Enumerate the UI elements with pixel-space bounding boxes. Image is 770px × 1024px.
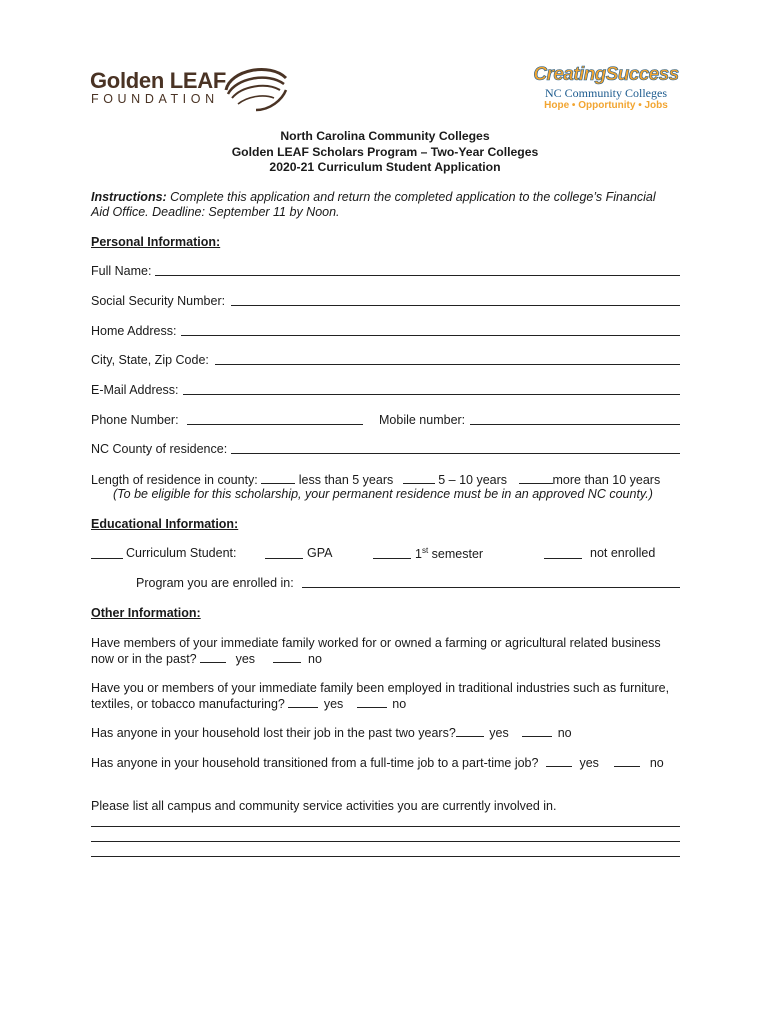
more-than-10-blank[interactable] bbox=[519, 472, 553, 484]
full-name-label: Full Name: bbox=[91, 264, 152, 278]
q2-yes-label: yes bbox=[323, 697, 344, 711]
instructions bbox=[91, 190, 656, 204]
city-state-zip-field[interactable] bbox=[215, 364, 680, 365]
mobile-field[interactable] bbox=[470, 424, 680, 425]
not-enrolled-blank[interactable] bbox=[544, 558, 582, 559]
curriculum-student-label: Curriculum Student: bbox=[126, 546, 237, 560]
leaf-swoosh-icon bbox=[220, 64, 290, 112]
instructions-label: Instructions: bbox=[91, 190, 167, 204]
golden-leaf-wordmark bbox=[90, 68, 226, 94]
q1-text-2: now or in the past? bbox=[91, 652, 197, 666]
first-number: 1 bbox=[415, 547, 422, 562]
q2-no-blank[interactable] bbox=[357, 696, 387, 708]
header-line-1: North Carolina Community Colleges bbox=[280, 129, 490, 143]
q2-no-label: no bbox=[392, 697, 407, 711]
5-10-blank[interactable] bbox=[403, 472, 435, 484]
q3-row bbox=[91, 725, 572, 740]
gpa-label: GPA bbox=[307, 546, 333, 560]
q3-yes-blank[interactable] bbox=[456, 725, 484, 737]
q2-text-2: textiles, or tobacco manufacturing? bbox=[91, 697, 285, 711]
first-semester-label bbox=[415, 546, 483, 561]
email-label: E-Mail Address: bbox=[91, 383, 179, 397]
logo-word-golden: Golden bbox=[90, 68, 164, 93]
q1-no-label: no bbox=[308, 652, 322, 666]
phone-label: Phone Number: bbox=[91, 413, 179, 427]
q3-no-label: no bbox=[557, 726, 572, 740]
eligibility-note: (To be eligible for this scholarship, your permanent residence must be in an approved NC county.) bbox=[113, 487, 653, 501]
less-than-5-blank[interactable] bbox=[261, 472, 295, 484]
option-5-10: 5 – 10 years bbox=[438, 473, 508, 487]
nc-community-colleges-text: NC Community Colleges bbox=[544, 86, 667, 100]
other-info-heading: Other Information: bbox=[91, 606, 201, 620]
q1-yes-label: yes bbox=[235, 652, 256, 666]
header-line-3: 2020-21 Curriculum Student Application bbox=[269, 160, 501, 174]
county-label: NC County of residence: bbox=[91, 442, 228, 456]
first-semester-blank[interactable] bbox=[373, 558, 411, 559]
first-suffix: st bbox=[421, 546, 429, 555]
service-line-3[interactable] bbox=[91, 856, 680, 857]
ssn-field[interactable] bbox=[231, 305, 680, 306]
service-line-2[interactable] bbox=[91, 841, 680, 842]
gpa-blank[interactable] bbox=[265, 558, 303, 559]
not-enrolled-label: not enrolled bbox=[590, 546, 656, 560]
service-prompt: Please list all campus and community service activities you are currently involved in. bbox=[91, 799, 557, 813]
q2-text: Have you or members of your immediate family been employed in traditional industries such as furniture, bbox=[91, 681, 670, 695]
header-line-2: Golden LEAF Scholars Program – Two-Year Colleges bbox=[231, 145, 539, 159]
service-line-1[interactable] bbox=[91, 826, 680, 827]
q3-text: Has anyone in your household lost their job in the past two years? bbox=[91, 726, 456, 740]
q4-yes-blank[interactable] bbox=[546, 755, 572, 767]
q2-yes-blank[interactable] bbox=[288, 696, 318, 708]
creating-success-title: CreatingSuccess bbox=[533, 64, 679, 85]
instructions-text: Complete this application and return the completed application to the college’s Financial bbox=[166, 190, 656, 204]
q4-yes-label: yes bbox=[579, 756, 599, 770]
q3-yes-label: yes bbox=[489, 726, 509, 740]
creating-success-logo bbox=[528, 64, 684, 114]
q4-no-label: no bbox=[649, 756, 664, 770]
instructions-text-2: Aid Office. Deadline: September 11 by Noon. bbox=[91, 205, 340, 219]
q4-text: Has anyone in your household transitioned from a full-time job to a part-time job? bbox=[91, 756, 539, 770]
q1-no-blank[interactable] bbox=[273, 651, 301, 663]
city-state-zip-label: City, State, Zip Code: bbox=[91, 353, 209, 367]
curriculum-student-blank[interactable] bbox=[91, 558, 123, 559]
ssn-label: Social Security Number: bbox=[91, 294, 226, 308]
county-field[interactable] bbox=[231, 453, 680, 454]
mobile-label: Mobile number: bbox=[379, 413, 466, 427]
q1-yes-blank[interactable] bbox=[200, 651, 226, 663]
q4-no-blank[interactable] bbox=[614, 755, 640, 767]
program-field[interactable] bbox=[302, 587, 680, 588]
phone-field[interactable] bbox=[187, 424, 363, 425]
home-address-field[interactable] bbox=[181, 335, 680, 336]
q1-answer-row bbox=[91, 651, 322, 666]
hope-opportunity-jobs-tagline: Hope • Opportunity • Jobs bbox=[544, 100, 668, 111]
q3-no-blank[interactable] bbox=[522, 725, 552, 737]
option-less-than-5: less than 5 years bbox=[298, 473, 394, 487]
email-field[interactable] bbox=[183, 394, 680, 395]
personal-info-heading: Personal Information: bbox=[91, 235, 221, 249]
q1-text: Have members of your immediate family worked for or owned a farming or agricultural related business bbox=[91, 636, 661, 650]
option-more-than-10: more than 10 years bbox=[552, 473, 661, 487]
length-of-residence-row bbox=[91, 472, 660, 487]
program-label: Program you are enrolled in: bbox=[136, 576, 294, 590]
semester-word: semester bbox=[428, 547, 484, 562]
educational-info-heading: Educational Information: bbox=[91, 517, 239, 531]
full-name-field[interactable] bbox=[155, 275, 680, 276]
logo-word-leaf: LEAF bbox=[169, 68, 227, 93]
q2-answer-row bbox=[91, 696, 406, 711]
home-address-label: Home Address: bbox=[91, 324, 177, 338]
q4-row bbox=[91, 755, 664, 770]
length-label: Length of residence in county: bbox=[91, 473, 258, 487]
golden-leaf-logo bbox=[90, 66, 290, 112]
logo-foundation-text: FOUNDATION bbox=[91, 92, 219, 106]
